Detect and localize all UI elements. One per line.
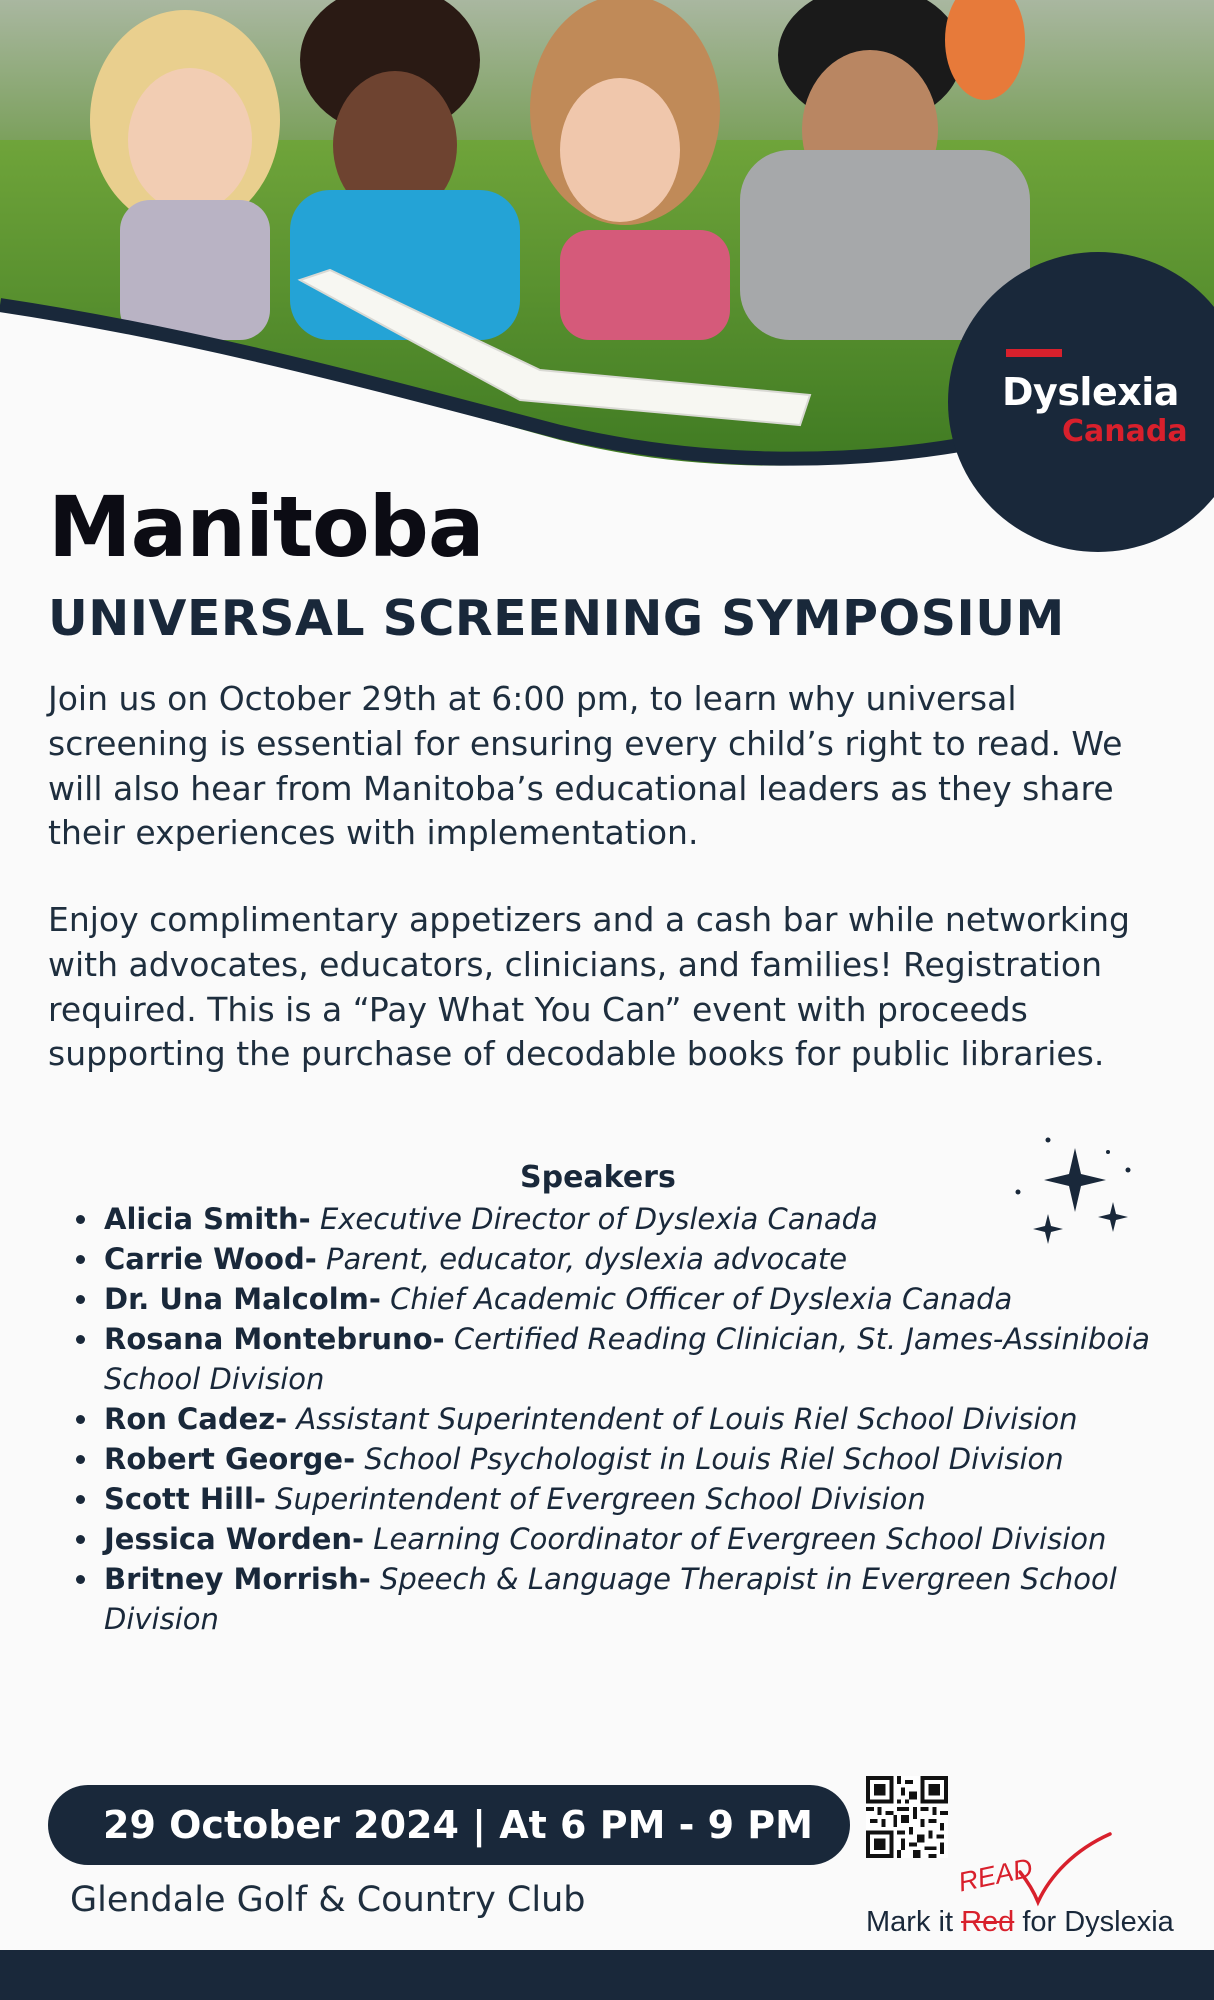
mark-it-read-logo bbox=[866, 1820, 1206, 1940]
logo-accent-bar bbox=[1006, 349, 1062, 357]
footer-bar bbox=[0, 1950, 1214, 2000]
list-item bbox=[70, 1479, 1150, 1519]
mark-prefix: Mark it bbox=[866, 1906, 962, 1938]
event-venue: Glendale Golf & Country Club bbox=[70, 1880, 586, 1920]
list-item bbox=[70, 1439, 1150, 1479]
speaker-name: Ron Cadez- bbox=[104, 1402, 288, 1436]
speaker-list bbox=[70, 1199, 1150, 1639]
details-paragraph: Enjoy complimentary appetizers and a cash bar while networking with advocates, educators, clinicians, and families! Registration required. This is a “Pay What You Can” event with proceeds supporting the purchase of decodable books for public libraries. bbox=[48, 900, 1130, 1074]
speaker-name: Alicia Smith- bbox=[104, 1202, 311, 1236]
speaker-name: Carrie Wood- bbox=[104, 1242, 317, 1276]
list-item bbox=[70, 1319, 1150, 1399]
speaker-role: Learning Coordinator of Evergreen School Division bbox=[373, 1522, 1107, 1556]
list-item bbox=[70, 1239, 1150, 1279]
intro-paragraph: Join us on October 29th at 6:00 pm, to learn why universal screening is essential for ensuring every child’s right to read. We will also hear from Manitoba’s educational leaders as they share their experiences with implementation. bbox=[48, 679, 1123, 853]
list-item bbox=[70, 1279, 1150, 1319]
speaker-role: Superintendent of Evergreen School Division bbox=[275, 1482, 926, 1516]
logo-word-dyslexia: Dyslexia bbox=[1002, 370, 1179, 414]
speaker-name: Rosana Montebruno- bbox=[104, 1322, 445, 1356]
speaker-role: Executive Director of Dyslexia Canada bbox=[319, 1202, 878, 1236]
mark-struck-word: Red bbox=[961, 1906, 1015, 1938]
list-item bbox=[70, 1559, 1150, 1639]
speaker-role: Parent, educator, dyslexia advocate bbox=[325, 1242, 848, 1276]
speaker-name: Scott Hill- bbox=[104, 1482, 266, 1516]
page-title: Manitoba bbox=[48, 478, 484, 576]
mark-it-read-text bbox=[866, 1906, 1174, 1939]
logo-word-canada: Canada bbox=[1062, 414, 1188, 449]
speaker-name: Jessica Worden- bbox=[104, 1522, 365, 1556]
list-item bbox=[70, 1399, 1150, 1439]
speaker-role: Speech & Language Therapist in Evergreen School Division bbox=[104, 1562, 1117, 1636]
event-date-badge bbox=[48, 1785, 850, 1865]
list-item bbox=[70, 1199, 1150, 1239]
page-subtitle: UNIVERSAL SCREENING SYMPOSIUM bbox=[48, 590, 1065, 647]
mark-read-word: READ bbox=[955, 1852, 1036, 1898]
speaker-role: Chief Academic Officer of Dyslexia Canada bbox=[390, 1282, 1013, 1316]
speakers-heading: Speakers bbox=[520, 1160, 676, 1195]
list-item bbox=[70, 1519, 1150, 1559]
speaker-role: Assistant Superintendent of Louis Riel School Division bbox=[296, 1402, 1078, 1436]
speaker-role: Certified Reading Clinician, St. James-Assiniboia School Division bbox=[104, 1322, 1150, 1396]
speaker-role: School Psychologist in Louis Riel School Division bbox=[364, 1442, 1064, 1476]
speaker-name: Britney Morrish- bbox=[104, 1562, 371, 1596]
speaker-name: Robert George- bbox=[104, 1442, 356, 1476]
event-date-text: 29 October 2024 | At 6 PM - 9 PM bbox=[103, 1803, 813, 1847]
mark-suffix: for Dyslexia bbox=[1014, 1906, 1174, 1938]
speaker-name: Dr. Una Malcolm- bbox=[104, 1282, 381, 1316]
